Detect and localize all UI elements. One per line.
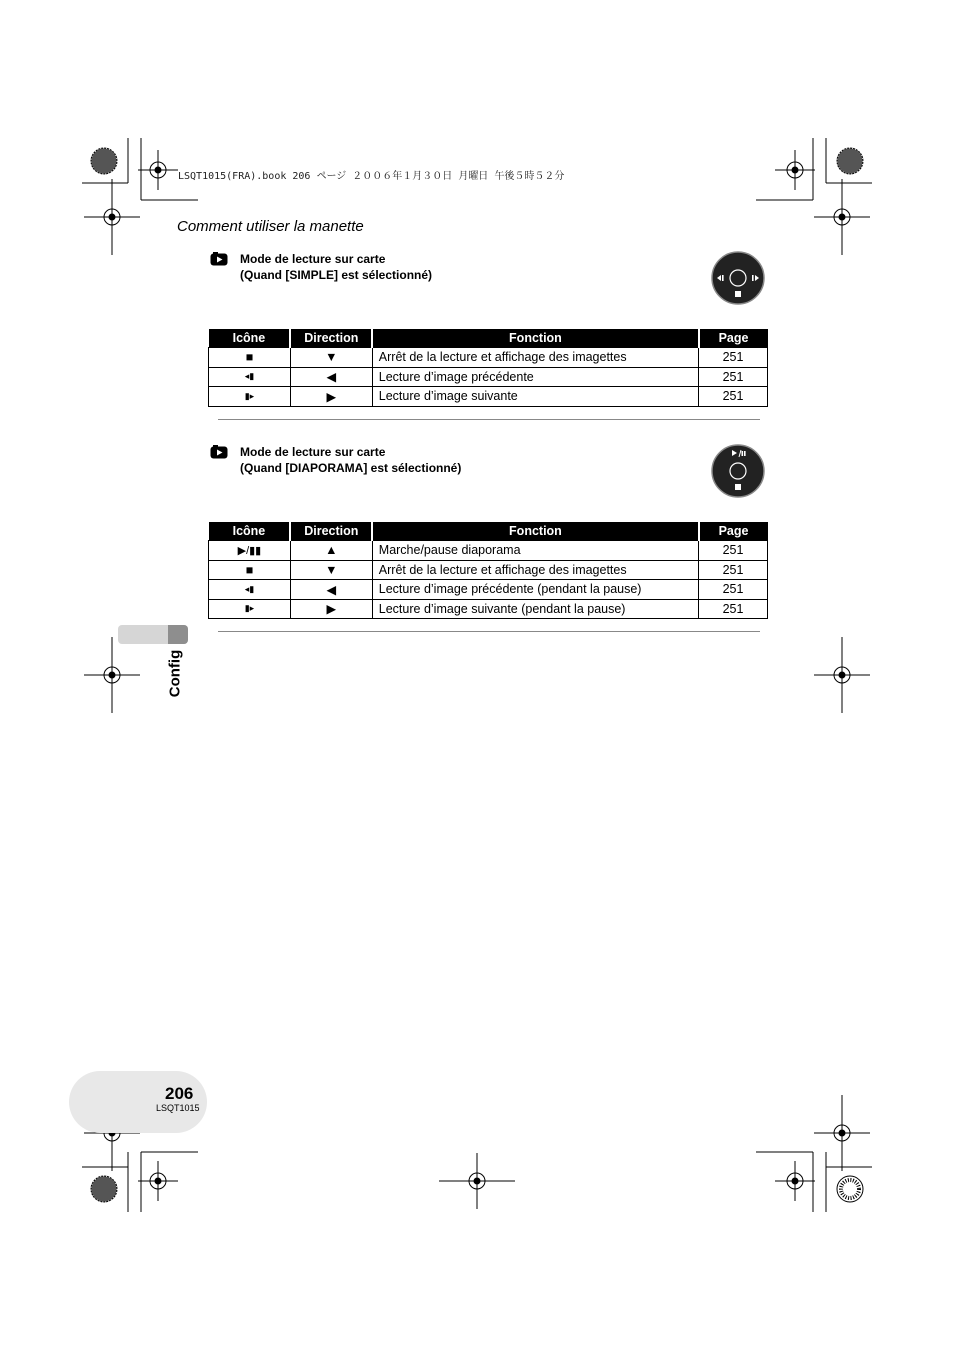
direction-cell: ▲ [290, 541, 372, 561]
table-header-row [209, 329, 768, 348]
function-cell: Lecture d’image précédente [372, 367, 698, 387]
icon-cell: ■ [209, 348, 291, 368]
page-cell: 251 [699, 348, 768, 368]
icon-cell: ◂▮ [209, 367, 291, 387]
section-title-line1: Mode de lecture sur carte [240, 252, 386, 266]
section-title-line2: (Quand [DIAPORAMA] est sélectionné) [240, 461, 462, 475]
page-cell: 251 [699, 387, 768, 407]
header-page: Page [699, 522, 768, 541]
direction-cell: ◀ [290, 367, 372, 387]
table-header-row [209, 522, 768, 541]
page-cell: 251 [699, 541, 768, 561]
direction-cell: ▶ [290, 387, 372, 407]
table-row [209, 541, 768, 561]
side-tab-label: Config [166, 649, 184, 698]
function-cell: Lecture d’image suivante (pendant la pause) [372, 599, 698, 619]
page-cell: 251 [699, 580, 768, 600]
icon-cell: ▮▸ [209, 387, 291, 407]
function-table-simple [208, 329, 768, 407]
section-title-line2: (Quand [SIMPLE] est sélectionné) [240, 268, 433, 282]
header-function: Fonction [372, 329, 698, 348]
section-divider [218, 419, 760, 420]
section-divider [218, 631, 760, 632]
section-title-diaporama [240, 444, 461, 476]
joystick-dial-icon [711, 444, 765, 498]
model-code: LSQT1015 [156, 1103, 200, 1113]
joystick-dial-icon [711, 251, 765, 305]
page-cell: 251 [699, 599, 768, 619]
header-page: Page [699, 329, 768, 348]
file-header: LSQT1015(FRA).book 206 ページ ２００６年１月３０日 月曜日 午後５時５２分 [178, 171, 565, 182]
function-table-diaporama [208, 522, 768, 619]
table-row [209, 367, 768, 387]
direction-cell: ◀ [290, 580, 372, 600]
playback-mode-icon [210, 252, 228, 266]
icon-cell: ◂▮ [209, 580, 291, 600]
function-cell: Lecture d’image suivante [372, 387, 698, 407]
section-title-line1: Mode de lecture sur carte [240, 445, 386, 459]
direction-cell: ▼ [290, 560, 372, 580]
direction-cell: ▼ [290, 348, 372, 368]
header-icon: Icône [209, 329, 291, 348]
section-title-simple [240, 251, 432, 283]
icon-cell: ▮▸ [209, 599, 291, 619]
function-cell: Arrêt de la lecture et affichage des imagettes [372, 348, 698, 368]
table-row [209, 599, 768, 619]
page-number: 206 [165, 1084, 194, 1103]
playback-mode-icon [210, 445, 228, 459]
header-direction: Direction [290, 522, 372, 541]
table-row [209, 580, 768, 600]
table-row [209, 560, 768, 580]
page-cell: 251 [699, 560, 768, 580]
icon-cell: ■ [209, 560, 291, 580]
chapter-title: Comment utiliser la manette [177, 218, 364, 235]
header-function: Fonction [372, 522, 698, 541]
direction-cell: ▶ [290, 599, 372, 619]
page-cell: 251 [699, 367, 768, 387]
icon-cell: ▶/▮▮ [209, 541, 291, 561]
table-row [209, 348, 768, 368]
function-cell: Arrêt de la lecture et affichage des imagettes [372, 560, 698, 580]
side-tab-marker [168, 625, 188, 644]
function-cell: Marche/pause diaporama [372, 541, 698, 561]
table-row [209, 387, 768, 407]
header-icon: Icône [209, 522, 291, 541]
header-direction: Direction [290, 329, 372, 348]
function-cell: Lecture d’image précédente (pendant la pause) [372, 580, 698, 600]
